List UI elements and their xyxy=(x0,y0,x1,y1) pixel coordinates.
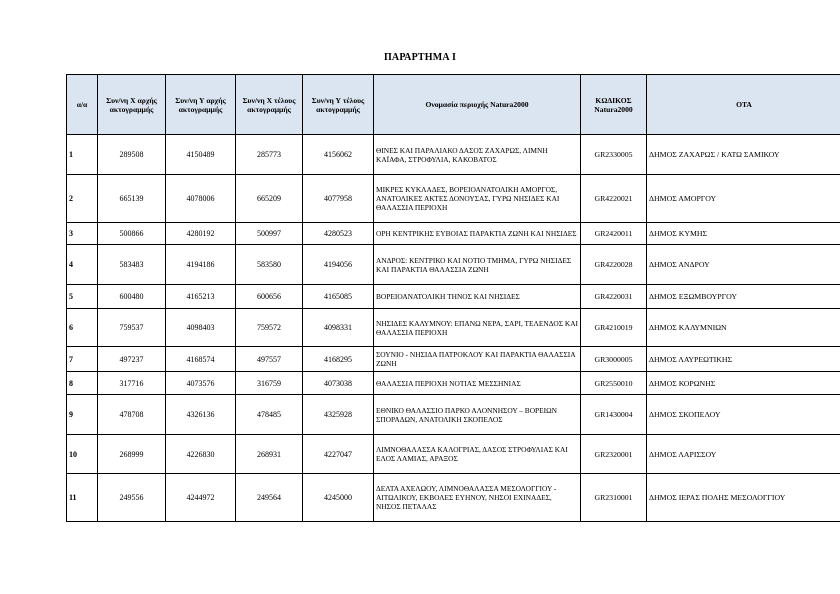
table-row xyxy=(67,395,840,435)
ota-cell: ΔΗΜΟΣ ΑΜΟΡΓΟΥ xyxy=(647,175,840,223)
ota-cell: ΔΗΜΟΣ ΖΑΧΑΡΩΣ / ΚΑΤΩ ΣΑΜΙΚΟΥ xyxy=(647,135,840,175)
ota-cell: ΔΗΜΟΣ ΙΕΡΑΣ ΠΟΛΗΣ ΜΕΣΟΛΟΓΓΙΟΥ xyxy=(647,474,840,522)
header-y-end: Συν/νη Υ τέλους ακτογραμμής xyxy=(303,75,374,135)
x-end-cell: 600656 xyxy=(236,285,303,309)
x-end-cell: 583580 xyxy=(236,245,303,285)
table-row xyxy=(67,285,840,309)
x-end-cell: 316759 xyxy=(236,372,303,395)
ota-cell: ΔΗΜΟΣ ΚΥΜΗΣ xyxy=(647,223,840,245)
area-name-cell: ΜΙΚΡΕΣ ΚΥΚΛΑΔΕΣ, ΒΟΡΕΙΟΑΝΑΤΟΛΙΚΗ ΑΜΟΡΓΟΣ, ΑΝΑΤΟΛΙΚΕΣ ΑΚΤΕΣ ΔΟΝΟΥΣΑΣ, ΓΥΡΩ ΝΗΣΙΔΕΣ ΚΑΙ ΘΑΛΑΣΣΙΑ ΠΕΡΙΟΧΗ xyxy=(374,175,581,223)
x-end-cell: 249564 xyxy=(236,474,303,522)
natura-code-cell: GR2310001 xyxy=(581,474,647,522)
table-row xyxy=(67,347,840,372)
area-name-cell: ΘΙΝΕΣ ΚΑΙ ΠΑΡΑΛΙΑΚΟ ΔΑΣΟΣ ΖΑΧΑΡΩΣ, ΛΙΜΝΗ ΚΑΪΑΦΑ, ΣΤΡΟΦΥΛΙΑ, ΚΑΚΟΒΑΤΟΣ xyxy=(374,135,581,175)
row-index: 7 xyxy=(67,347,98,372)
area-name-cell: ΒΟΡΕΙΟΑΝΑΤΟΛΙΚΗ ΤΗΝΟΣ ΚΑΙ ΝΗΣΙΔΕΣ xyxy=(374,285,581,309)
natura-annex-table xyxy=(66,74,840,522)
natura-code-cell: GR2330005 xyxy=(581,135,647,175)
header-y-start: Συν/νη Υ αρχής ακτογραμμής xyxy=(166,75,236,135)
x-start-cell: 289508 xyxy=(98,135,166,175)
x-start-cell: 478708 xyxy=(98,395,166,435)
natura-code-cell: GR2420011 xyxy=(581,223,647,245)
row-index: 6 xyxy=(67,309,98,347)
area-name-cell: ΛΙΜΝΟΘΑΛΑΣΣΑ ΚΑΛΟΓΡΙΑΣ, ΔΑΣΟΣ ΣΤΡΟΦΥΛΙΑΣ ΚΑΙ ΕΛΟΣ ΛΑΜΙΑΣ, ΑΡΑΞΟΣ xyxy=(374,435,581,474)
row-index: 2 xyxy=(67,175,98,223)
header-aa: α/α xyxy=(67,75,98,135)
natura-code-cell: GR2550010 xyxy=(581,372,647,395)
y-end-cell: 4168295 xyxy=(303,347,374,372)
x-end-cell: 285773 xyxy=(236,135,303,175)
y-end-cell: 4227047 xyxy=(303,435,374,474)
x-end-cell: 478485 xyxy=(236,395,303,435)
table-row xyxy=(67,309,840,347)
area-name-cell: ΣΟΥΝΙΟ - ΝΗΣΙΔΑ ΠΑΤΡΟΚΛΟΥ ΚΑΙ ΠΑΡΑΚΤΙΑ ΘΑΛΑΣΣΙΑ ΖΩΝΗ xyxy=(374,347,581,372)
y-end-cell: 4073038 xyxy=(303,372,374,395)
area-name-cell: ΑΝΔΡΟΣ: ΚΕΝΤΡΙΚΟ ΚΑΙ ΝΟΤΙΟ ΤΜΗΜΑ, ΓΥΡΩ ΝΗΣΙΔΕΣ ΚΑΙ ΠΑΡΑΚΤΙΑ ΘΑΛΑΣΣΙΑ ΖΩΝΗ xyxy=(374,245,581,285)
table-row xyxy=(67,175,840,223)
header-area-name: Ονομασία περιοχής Natura2000 xyxy=(374,75,581,135)
row-index: 10 xyxy=(67,435,98,474)
area-name-cell: ΝΗΣΙΔΕΣ ΚΑΛΥΜΝΟΥ: ΕΠΑΝΩ ΝΕΡΑ, ΣΑΡΙ, ΤΕΛΕΝΔΟΣ ΚΑΙ ΘΑΛΑΣΣΙΑ ΠΕΡΙΟΧΗ xyxy=(374,309,581,347)
y-start-cell: 4150489 xyxy=(166,135,236,175)
x-start-cell: 665139 xyxy=(98,175,166,223)
x-start-cell: 317716 xyxy=(98,372,166,395)
header-x-end: Συν/νη Χ τέλους ακτογραμμής xyxy=(236,75,303,135)
y-start-cell: 4168574 xyxy=(166,347,236,372)
y-start-cell: 4073576 xyxy=(166,372,236,395)
table-row xyxy=(67,223,840,245)
natura-code-cell: GR3000005 xyxy=(581,347,647,372)
y-start-cell: 4165213 xyxy=(166,285,236,309)
x-end-cell: 268931 xyxy=(236,435,303,474)
area-name-cell: ΔΕΛΤΑ ΑΧΕΛΩΟΥ, ΛΙΜΝΟΘΑΛΑΣΣΑ ΜΕΣΟΛΟΓΓΙΟΥ - ΑΙΤΩΛΙΚΟΥ, ΕΚΒΟΛΕΣ ΕΥΗΝΟΥ, ΝΗΣΟΙ ΕΧΙΝΑΔΕΣ, ΝΗΣΟΣ ΠΕΤΑΛΑΣ xyxy=(374,474,581,522)
table-row xyxy=(67,474,840,522)
natura-code-cell: GR4220031 xyxy=(581,285,647,309)
natura-code-cell: GR4210019 xyxy=(581,309,647,347)
y-start-cell: 4244972 xyxy=(166,474,236,522)
x-start-cell: 500866 xyxy=(98,223,166,245)
page-title: ΠΑΡΑΡΤΗΜΑ Ι xyxy=(383,52,457,63)
row-index: 11 xyxy=(67,474,98,522)
ota-cell: ΔΗΜΟΣ ΛΑΡΙΣΣΟΥ xyxy=(647,435,840,474)
row-index: 4 xyxy=(67,245,98,285)
y-start-cell: 4194186 xyxy=(166,245,236,285)
row-index: 3 xyxy=(67,223,98,245)
y-end-cell: 4325928 xyxy=(303,395,374,435)
ota-cell: ΔΗΜΟΣ ΛΑΥΡΕΩΤΙΚΗΣ xyxy=(647,347,840,372)
row-index: 1 xyxy=(67,135,98,175)
natura-code-cell: GR1430004 xyxy=(581,395,647,435)
y-start-cell: 4078006 xyxy=(166,175,236,223)
ota-cell: ΔΗΜΟΣ ΚΟΡΩΝΗΣ xyxy=(647,372,840,395)
ota-cell: ΔΗΜΟΣ ΑΝΔΡΟΥ xyxy=(647,245,840,285)
ota-cell: ΔΗΜΟΣ ΚΑΛΥΜΝΙΩΝ xyxy=(647,309,840,347)
natura-code-cell: GR2320001 xyxy=(581,435,647,474)
row-index: 5 xyxy=(67,285,98,309)
y-end-cell: 4194056 xyxy=(303,245,374,285)
y-start-cell: 4280192 xyxy=(166,223,236,245)
x-end-cell: 665209 xyxy=(236,175,303,223)
ota-cell: ΔΗΜΟΣ ΣΚΟΠΕΛΟΥ xyxy=(647,395,840,435)
y-end-cell: 4077958 xyxy=(303,175,374,223)
y-end-cell: 4165085 xyxy=(303,285,374,309)
x-end-cell: 497557 xyxy=(236,347,303,372)
x-start-cell: 497237 xyxy=(98,347,166,372)
table-row xyxy=(67,245,840,285)
area-name-cell: ΘΑΛΑΣΣΙΑ ΠΕΡΙΟΧΗ ΝΟΤΙΑΣ ΜΕΣΣΗΝΙΑΣ xyxy=(374,372,581,395)
y-start-cell: 4098403 xyxy=(166,309,236,347)
x-start-cell: 600480 xyxy=(98,285,166,309)
table-row xyxy=(67,135,840,175)
row-index: 8 xyxy=(67,372,98,395)
table-row xyxy=(67,372,840,395)
y-end-cell: 4098331 xyxy=(303,309,374,347)
area-name-cell: ΟΡΗ ΚΕΝΤΡΙΚΗΣ ΕΥΒΟΙΑΣ ΠΑΡΑΚΤΙΑ ΖΩΝΗ ΚΑΙ ΝΗΣΙΔΕΣ xyxy=(374,223,581,245)
x-start-cell: 583483 xyxy=(98,245,166,285)
natura-code-cell: GR4220028 xyxy=(581,245,647,285)
y-end-cell: 4280523 xyxy=(303,223,374,245)
header-ota: ΟΤΑ xyxy=(647,75,840,135)
ota-cell: ΔΗΜΟΣ ΕΞΩΜΒΟΥΡΓΟΥ xyxy=(647,285,840,309)
header-x-start: Συν/νη Χ αρχής ακτογραμμής xyxy=(98,75,166,135)
x-start-cell: 268999 xyxy=(98,435,166,474)
area-name-cell: ΕΘΝΙΚΟ ΘΑΛΑΣΣΙΟ ΠΑΡΚΟ ΑΛΟΝΝΗΣΟΥ – ΒΟΡΕΙΩΝ ΣΠΟΡΑΔΩΝ, ΑΝΑΤΟΛΙΚΗ ΣΚΟΠΕΛΟΣ xyxy=(374,395,581,435)
x-start-cell: 249556 xyxy=(98,474,166,522)
x-start-cell: 759537 xyxy=(98,309,166,347)
y-start-cell: 4326136 xyxy=(166,395,236,435)
y-start-cell: 4226830 xyxy=(166,435,236,474)
y-end-cell: 4156062 xyxy=(303,135,374,175)
x-end-cell: 500997 xyxy=(236,223,303,245)
table-row xyxy=(67,435,840,474)
row-index: 9 xyxy=(67,395,98,435)
x-end-cell: 759572 xyxy=(236,309,303,347)
header-natura-code: ΚΩΔΙΚΟΣ Natura2000 xyxy=(581,75,647,135)
table-header-row xyxy=(67,75,840,135)
y-end-cell: 4245000 xyxy=(303,474,374,522)
natura-code-cell: GR4220021 xyxy=(581,175,647,223)
